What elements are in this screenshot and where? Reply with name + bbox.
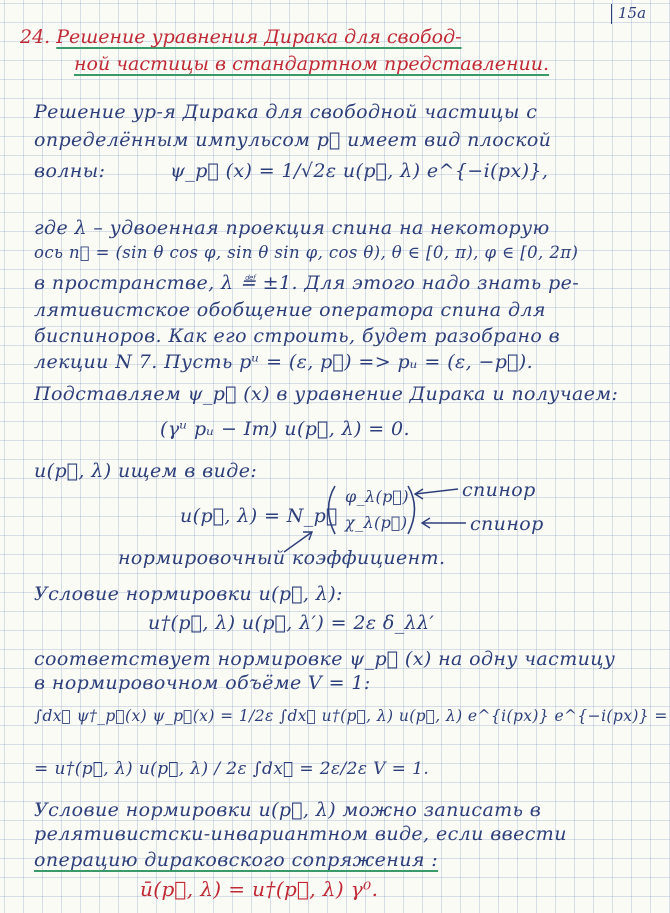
formula-integral-line1: ∫dx⃗ ψ†_p⃗(x) ψ_p⃗(x) = 1/2ε ∫dx⃗ u†(p⃗, λ) u(p⃗, λ) e^{i(px)} e^{−i(px)} = [34, 707, 668, 725]
formula-integral-line2: = u†(p⃗, λ) u(p⃗, λ) / 2ε ∫dx⃗ = 2ε/2ε V = 1. [34, 759, 430, 779]
formula-plane-wave: ψ_p⃗ (x) = 1/√2ε u(p⃗, λ) e^{−i(px)}, [170, 160, 549, 182]
label-normalization-coefficient: нормировочный коэффициент. [118, 547, 446, 569]
text-line: Подставляем ψ_p⃗ (x) в уравнение Дирака и получаем: [34, 383, 619, 405]
text-line: ось n⃗ = (sin θ cos φ, sin θ sin φ, cos θ), θ ∈ [0, π), φ ∈ [0, 2π) [34, 243, 579, 262]
formula-bispinor-top: φ_λ(p⃗) [345, 487, 410, 506]
text-line: биспиноров. Как его строить, будет разобрано в [34, 325, 561, 347]
left-paren-mark [329, 486, 336, 534]
text-line: u(p⃗, λ) ищем в виде: [34, 460, 258, 482]
formula-normalization: u†(p⃗, λ) u(p⃗, λ′) = 2ε δ_λλ′ [148, 612, 435, 634]
section-number: 24. [20, 26, 51, 48]
text-line: определённым импульсом p⃗ имеет вид плоской [34, 129, 552, 151]
text-line: Решение ур-я Дирака для свободной частицы с [34, 101, 538, 123]
text-line: где λ – удвоенная проекция спина на некоторую [34, 217, 550, 239]
text-line: релятивистски-инвариантном виде, если ввести [34, 823, 567, 845]
text-line: Условие нормировки u(p⃗, λ) можно записать в [34, 799, 542, 821]
text-line-highlighted: операцию дираковского сопряжения : [34, 849, 439, 871]
text-line: Условие нормировки u(p⃗, λ): [34, 583, 343, 605]
arrow-normalization [284, 532, 312, 552]
text-line: в нормировочном объёме V = 1: [34, 672, 371, 694]
formula-bispinor-bottom: χ_λ(p⃗) [345, 513, 408, 532]
right-paren-mark [408, 486, 415, 534]
formula-dirac-equation: (γᵘ pᵤ − Im) u(p⃗, λ) = 0. [160, 418, 410, 440]
text-line: соответствует нормировке ψ_p⃗ (x) на одну частицу [34, 648, 616, 670]
formula-dirac-conjugation: ū(p⃗, λ) = u†(p⃗, λ) γ⁰. [140, 877, 379, 901]
text-line: лекции N 7. Пусть pᵘ = (ε, p⃗) => pᵤ = (ε, −p⃗). [34, 351, 534, 373]
text-line: лятивистское обобщение оператора спина для [34, 299, 546, 321]
section-title-text-2: ной частицы в стандартном представлении. [74, 53, 550, 75]
page-number: 15a [611, 4, 646, 24]
label-spinor-top: спинор [462, 479, 536, 501]
formula-bispinor-lhs: u(p⃗, λ) = N_p⃗ [180, 505, 338, 527]
section-title-text-1: Решение уравнения Дирака для свобод- [56, 26, 462, 48]
text-line: волны: [34, 160, 106, 182]
label-spinor-bottom: спинор [470, 513, 544, 535]
text-line: в пространстве, λ ≝ ±1. Для этого надо знать ре- [34, 272, 580, 294]
